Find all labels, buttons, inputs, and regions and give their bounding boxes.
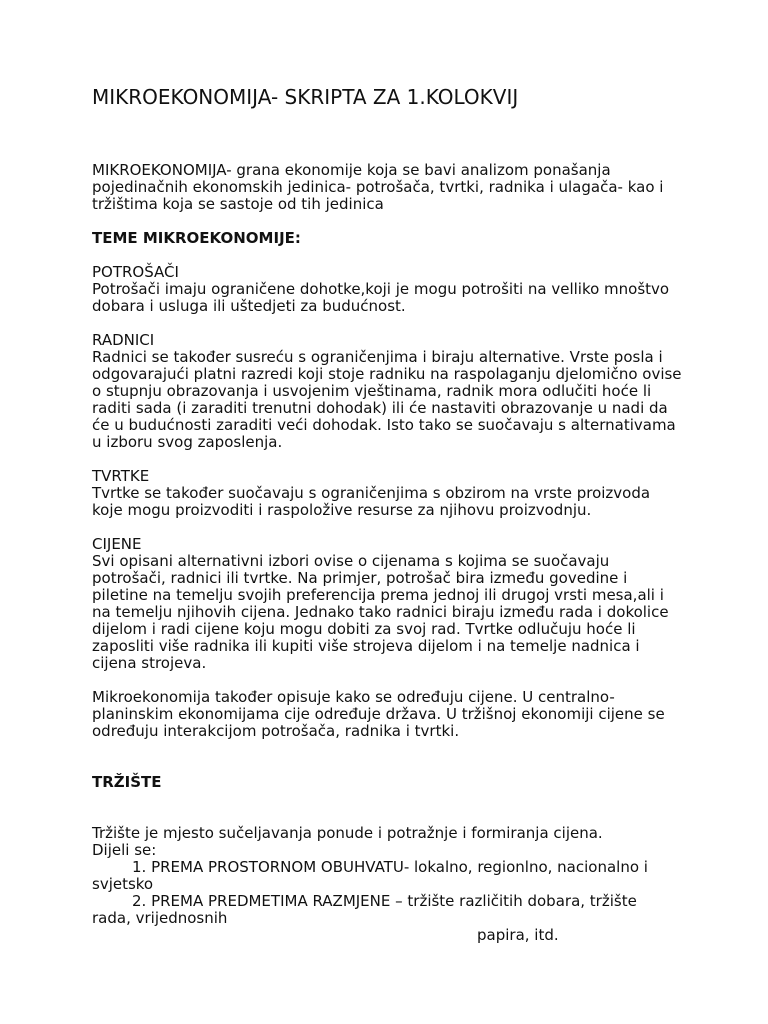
trziste-heading: TRŽIŠTE <box>92 773 162 791</box>
cijene-paragraph: Mikroekonomija također opisuje kako se određuju cijene. U centralno-planinskim ekonomijama cije određuje država. U tržišnoj ekonomiji cijene se određuju interakcijom potrošača, radnika i tvrtki. <box>92 688 665 740</box>
section-cijene <box>92 536 682 672</box>
trziste-dijeli-se: Dijeli se: <box>92 841 157 859</box>
document-title: MIKROEKONOMIJA- SKRIPTA ZA 1.KOLOKVIJ <box>92 85 519 109</box>
section-text: Potrošači imaju ograničene dohotke,koji je mogu potrošiti na velliko mnoštvo dobara i usluga ili uštedjeti za budućnost. <box>92 280 670 315</box>
section-heading: CIJENE <box>92 535 142 553</box>
section-radnici <box>92 332 682 451</box>
list-item-2: 2. PREMA PREDMETIMA RAZMJENE – tržište različitih dobara, tržište <box>132 892 637 910</box>
section-text: Svi opisani alternativni izbori ovise o cijenama s kojima se suočavaju potrošači, radnici ili tvrtke. Na primjer, potrošač bira između govedine i piletine na temelju svojih preferencija prema jednoj ili drugoj vrsti mesa,ali i na temelju njihovih cijena. Jednako tako radnici biraju između rada i dokolice dijelom i radi cijene koju mogu dobiti za svoj rad. Tvrtke odlučuju hoće li zaposliti više radnika ili kupiti više strojeva dijelom i na temelje nadnica i cijena strojeva. <box>92 552 669 672</box>
trziste-definition: Tržište je mjesto sučeljavanja ponude i potražnje i formiranja cijena. <box>92 824 603 842</box>
section-heading: RADNICI <box>92 331 155 349</box>
section-heading: TVRTKE <box>92 467 150 485</box>
list-item-2-cont-2: papira, itd. <box>477 926 559 944</box>
section-tvrtke <box>92 468 682 519</box>
list-item-2-cont: rada, vrijednosnih <box>92 909 228 927</box>
section-text: Radnici se također susreću s ograničenjima i biraju alternative. Vrste posla i odgovarajući platni razredi koji stoje radniku na raspolaganju djelomično ovise o stupnju obrazovanja i usvojenim vještinama, radnik mora odlučiti hoće li raditi sada (i zaraditi trenutni dohodak) ili će nastaviti obrazovanje u nadi da će u budućnosti zaraditi veći dohodak. Isto tako se suočavaju s alternativama u izboru svog zaposlenja. <box>92 348 682 451</box>
list-item-1-cont: svjetsko <box>92 875 154 893</box>
intro-paragraph: MIKROEKONOMIJA- grana ekonomije koja se bavi analizom ponašanja pojedinačnih ekonomskih jedinica- potrošača, tvrtki, radnika i ulagača- kao i tržištima koja se sastoje od tih jedinica <box>92 161 664 213</box>
section-heading: POTROŠAČI <box>92 263 179 281</box>
teme-heading: TEME MIKROEKONOMIJE: <box>92 229 301 247</box>
section-potrosaci <box>92 264 682 315</box>
section-text: Tvrtke se također suočavaju s ograničenjima s obzirom na vrste proizvoda koje mogu proizvoditi i raspoložive resurse za njihovu proizvodnju. <box>92 484 651 519</box>
document-page <box>92 84 682 944</box>
list-item-1: 1. PREMA PROSTORNOM OBUHVATU- lokalno, regionlno, nacionalno i <box>132 858 648 876</box>
